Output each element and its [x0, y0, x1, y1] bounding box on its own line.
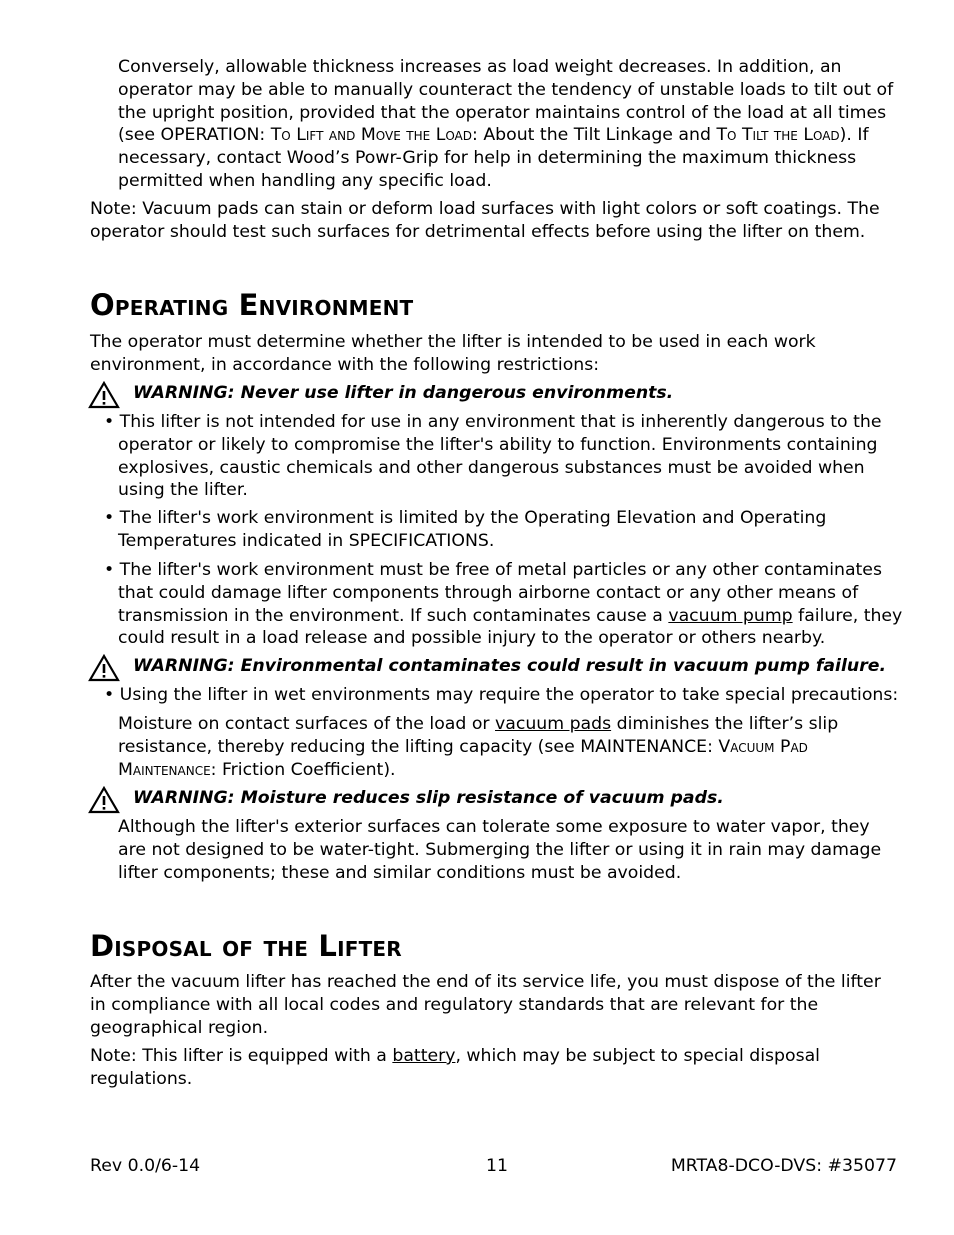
disposal-paragraph: After the vacuum lifter has reached the end of its service life, you must dispose of the lifter in compliance with all local codes and regulatory standards that are relevant for the geographical region.	[90, 972, 881, 1038]
moisture-text-b: diminishes the lifter’s slip resistance, thereby reducing the lifting capacity (see MAINTENANCE:	[118, 714, 839, 757]
heading-operating-environment: Operating Environment	[90, 288, 414, 322]
operating-intro: The operator must determine whether the lifter is intended to be used in each work environment, in accordance with the following restrictions:	[90, 332, 816, 375]
bullet3-text-a: • The lifter's work environment must be free of metal particles or any other contaminates that could damage lifter components through airborne contact or any other means of transmission in the environment. If such contaminates cause a	[104, 560, 882, 626]
warning-text: WARNING: Never use lifter in dangerous environments.	[133, 383, 674, 403]
warning-text: WARNING: Environmental contaminates could result in vacuum pump failure.	[133, 656, 887, 676]
warning-triangle-icon	[88, 786, 120, 814]
moisture-text-a: Moisture on contact surfaces of the load or	[118, 714, 496, 734]
intro-text-c: ). If necessary, contact Wood’s Powr-Grip for help in determining the maximum thickness permitted when handling any specific load.	[118, 125, 869, 191]
intro-text-a: Conversely, allowable thickness increases as load weight decreases. In addition, an operator may be able to manually counteract the tendency of unstable loads to tilt out of the upright position, provided that the operator maintains control of the load at all times (see	[118, 57, 894, 146]
vacuum-pads-link[interactable]: vacuum pads	[495, 714, 612, 734]
battery-link[interactable]: battery	[392, 1046, 456, 1066]
warning-triangle-icon	[88, 654, 120, 682]
intro-paragraph	[118, 56, 902, 193]
bullet-wet-environments: • Using the lifter in wet environments may require the operator to take special precautions:	[104, 685, 899, 705]
disposal-note-text-b: , which may be subject to special disposal regulations.	[90, 1046, 820, 1089]
intro-ref-tilt: To Tilt the Load	[716, 125, 840, 146]
footer-model-number: MRTA8-DCO-DVS: #35077	[670, 1156, 897, 1176]
intro-note: Note: Vacuum pads can stain or deform load surfaces with light colors or soft coatings. The operator should test such surfaces for detrimental effects before using the lifter on them.	[90, 199, 880, 242]
intro-ref-lift-move: OPERATION: To Lift and Move the Load	[160, 125, 473, 146]
disposal-note	[90, 1045, 902, 1091]
bullet-dangerous-environment: • This lifter is not intended for use in any environment that is inherently dangerous to the operator or likely to compromise the lifter's ability to function. Environments containing explosives, caustic chemicals and other dangerous substances must be avoided when using the lifter.	[104, 412, 882, 501]
bullet3-text-b: failure, they could result in a load release and possible injury to the operator or others nearby.	[118, 605, 903, 649]
heading-disposal: Disposal of the Lifter	[90, 929, 402, 963]
warning-contaminates	[88, 654, 902, 680]
moisture-paragraph	[118, 713, 902, 781]
bullet-elevation-temperature: • The lifter's work environment is limited by the Operating Elevation and Operating Temperatures indicated in SPECIFICATIONS.	[104, 508, 827, 551]
exterior-paragraph: Although the lifter's exterior surfaces can tolerate some exposure to water vapor, they are not designed to be water-tight. Submerging the lifter or using it in rain may damage lifter components; these and similar conditions must be avoided.	[118, 817, 882, 883]
warning-triangle-icon	[88, 381, 120, 409]
footer-page-number: 11	[486, 1156, 508, 1176]
warning-text: WARNING: Moisture reduces slip resistance of vacuum pads.	[133, 788, 724, 808]
vacuum-pump-link[interactable]: vacuum pump	[668, 605, 793, 626]
bullet-contaminates	[104, 559, 916, 650]
moisture-ref-vacuum-pad-maintenance: Vacuum Pad Maintenance	[118, 736, 808, 780]
warning-dangerous-environments	[88, 381, 902, 407]
warning-moisture	[88, 786, 902, 812]
disposal-note-text-a: Note: This lifter is equipped with a	[90, 1046, 393, 1066]
moisture-text-c: : Friction Coefficient).	[210, 759, 396, 780]
footer-revision: Rev 0.0/6-14	[90, 1156, 201, 1176]
intro-text-b: : About the Tilt Linkage and	[472, 125, 717, 146]
